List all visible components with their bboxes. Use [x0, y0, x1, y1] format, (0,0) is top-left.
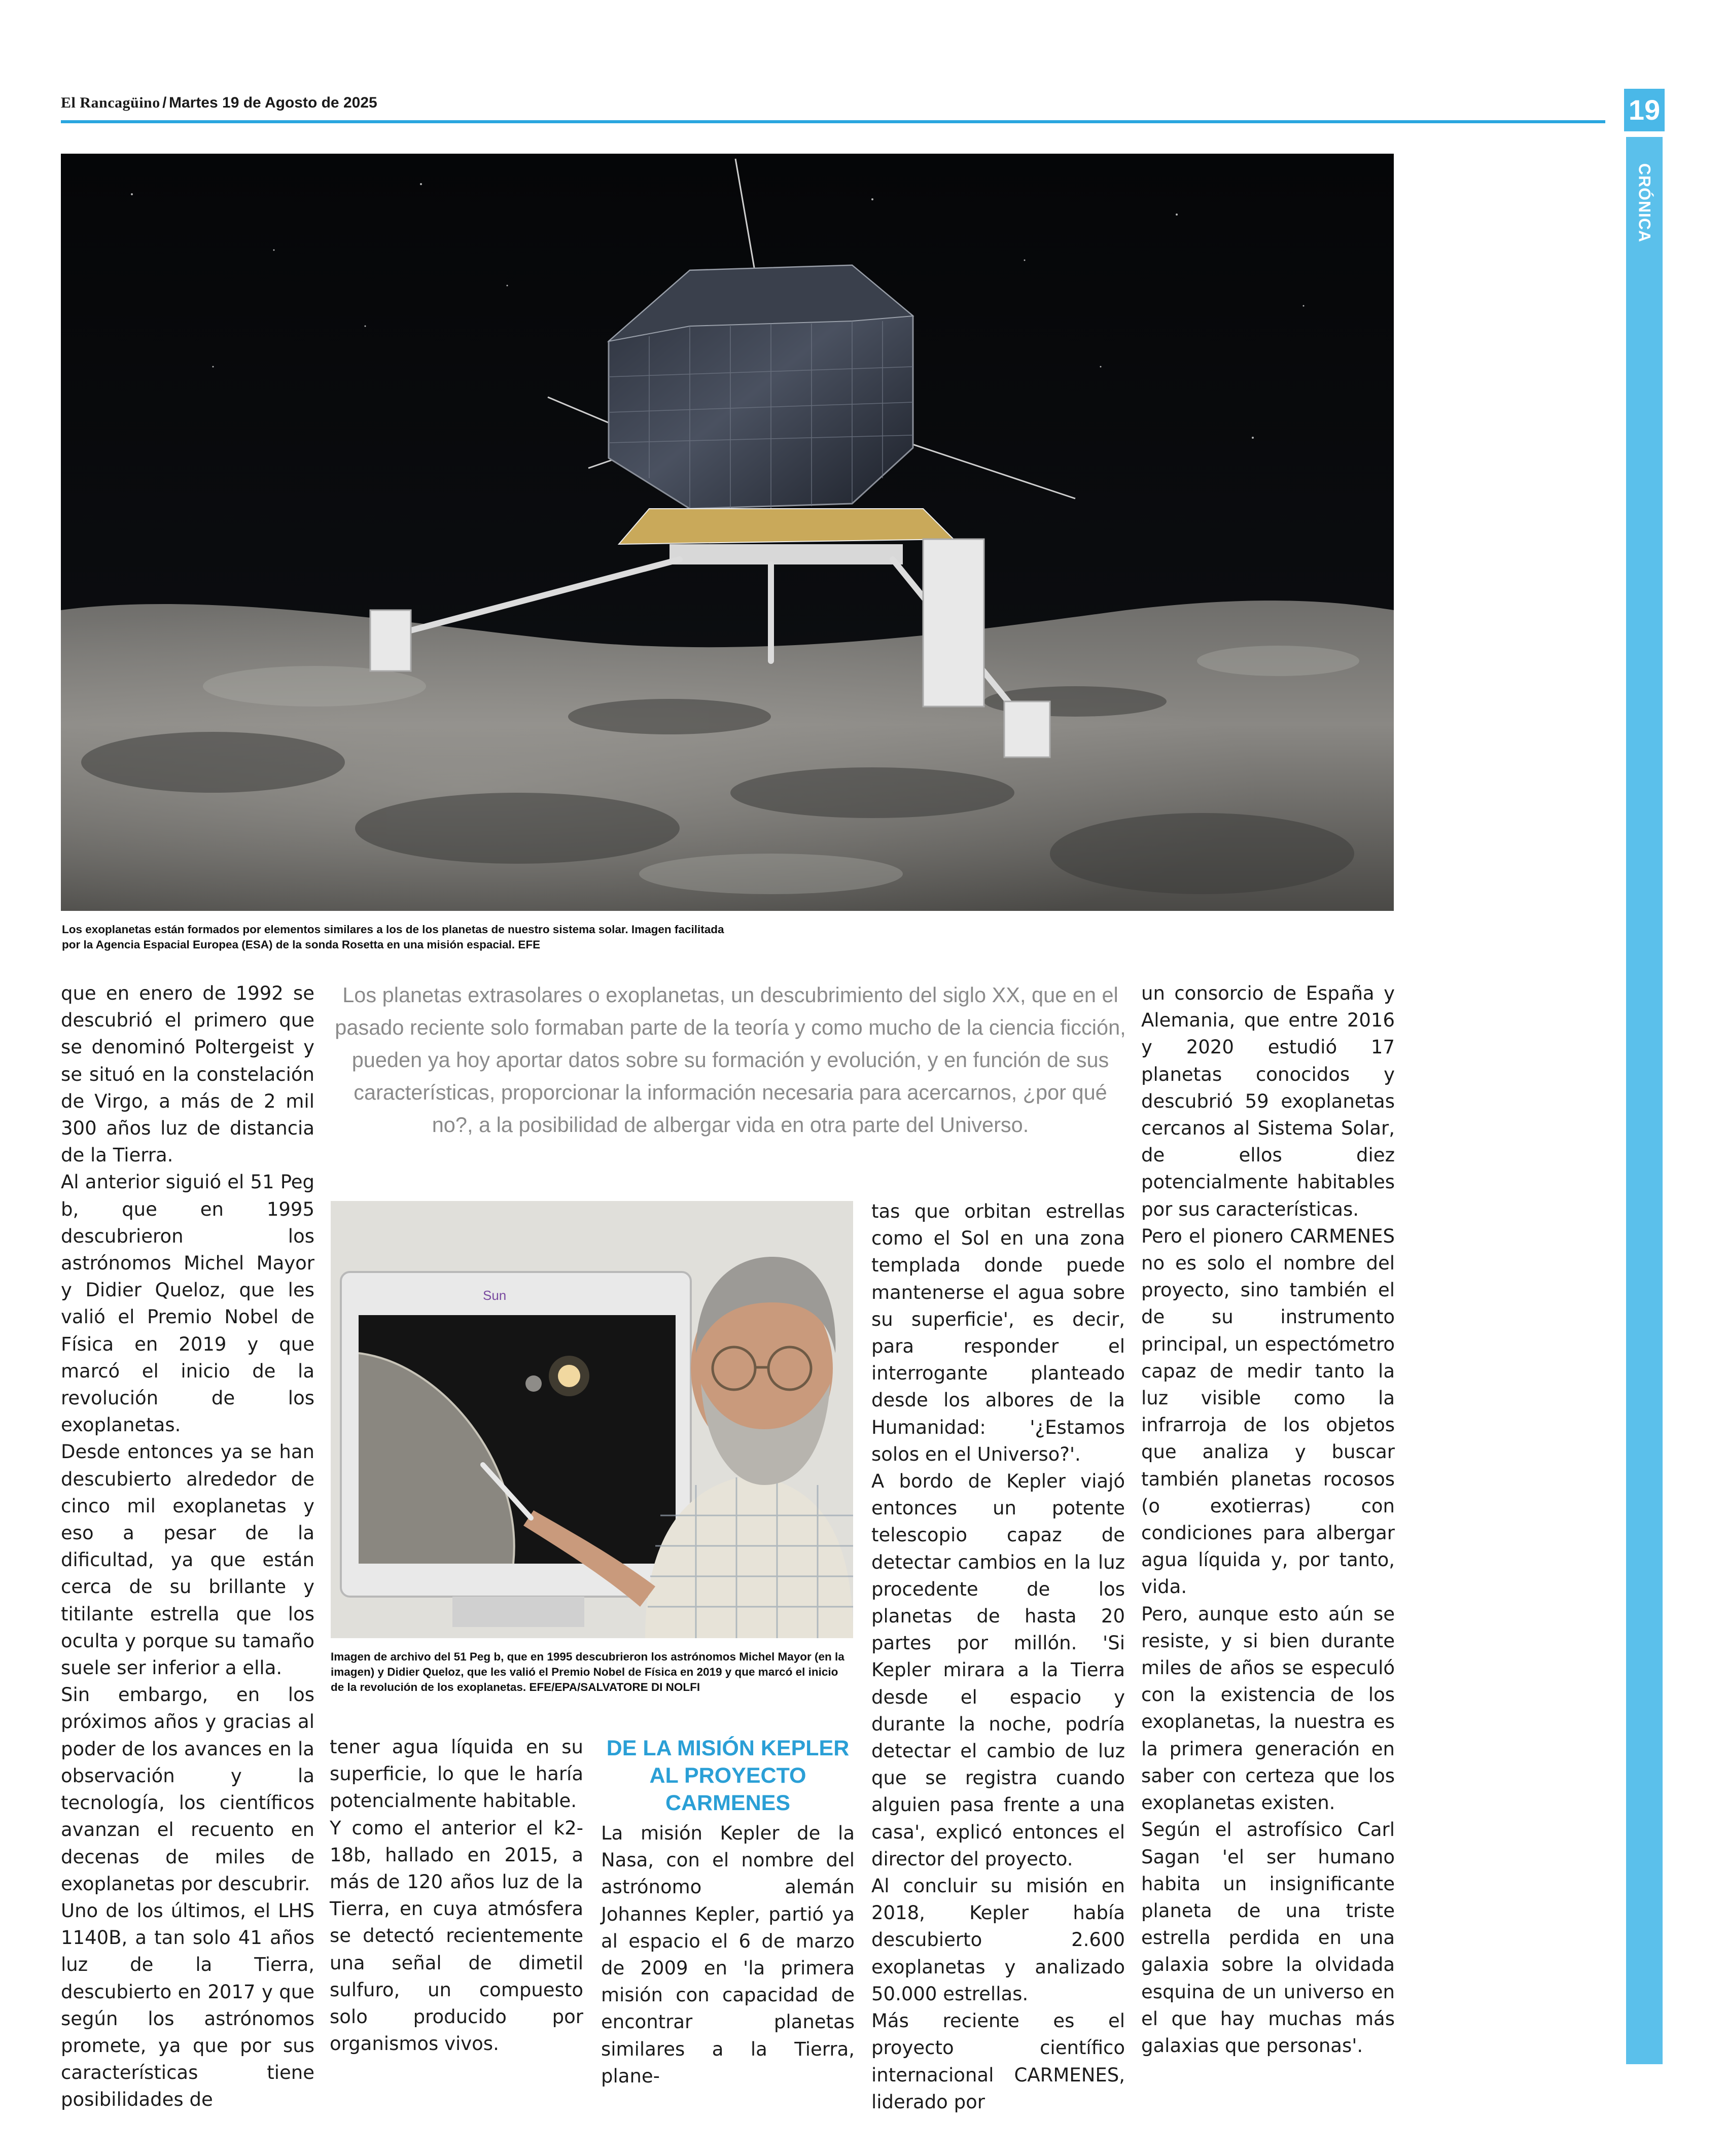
- article-column-2: [330, 1734, 583, 2057]
- article-column-4: [871, 1198, 1125, 2115]
- astronomer-photo: [331, 1201, 853, 1638]
- main-caption-line1: Los exoplanetas están formados por elementos similares a los de los planetas de nuestro sistema solar. Imagen facilitada: [62, 923, 724, 936]
- paragraph: que en enero de 1992 se descubrió el primero que se denominó Poltergeist y se situó en la constelación de Virgo, a más de 2 mil 300 años luz de distancia de la Tierra.: [61, 982, 314, 1167]
- article-column-3: [601, 1820, 855, 2090]
- paragraph: un consorcio de España y Alemania, que entre 2016 y 2020 estudió 17 planetas conocidos y descubrió 59 exoplanetas cercanos al Sistema Solar, de ellos diez potencialmente habitables por sus características.: [1141, 982, 1395, 1220]
- lander-body: [609, 265, 954, 564]
- computer-monitor: [341, 1272, 691, 1627]
- section-label: [1626, 152, 1663, 254]
- section-strip: [1626, 137, 1663, 2064]
- astronomer-photo-caption: Imagen de archivo del 51 Peg b, que en 1995 descubrieron los astrónomos Michel Mayor (en la imagen) y Didier Queloz, que les valió el Premio Nobel de Física en 2019 y que marcó el inicio de la revolución de los exoplanetas. EFE/EPA/SALVATORE DI NOLFI: [331, 1650, 844, 1693]
- paragraph: A bordo de Kepler viajó entonces un potente telescopio capaz de detectar cambios en la luz procedente de los planetas de hasta 20 partes por millón. 'Si Kepler mirara a la Tierra desde el espacio y durante la noche, podría detectar el cambio de luz que se registra cuando alguien pasa frente a una casa', explicó entonces el director del proyecto.: [871, 1470, 1125, 1870]
- paragraph: Uno de los últimos, el LHS 1140B, a tan solo 41 años luz de la Tierra, descubierto en 2017 y que según los astrónomos promete, ya que por sus características tiene posibilidades de: [61, 1899, 314, 2111]
- header-separator: /: [162, 94, 167, 111]
- paragraph: tas que orbitan estrellas como el Sol en una zona templada donde puede mantenerse el agua sobre su superficie', es decir, para responder el interrogante planteado desde los albores de la Humanidad: '¿Estamos solos en el Universo?'.: [871, 1200, 1125, 1465]
- paragraph: Más reciente es el proyecto científico internacional CARMENES, liderado por: [871, 2010, 1125, 2113]
- issue-date: Martes 19 de Agosto de 2025: [168, 94, 377, 111]
- publication-name: El Rancagüino: [61, 94, 160, 111]
- page-number: 19: [1624, 89, 1665, 131]
- paragraph: La misión Kepler de la Nasa, con el nombre del astrónomo alemán Johannes Kepler, partió ya al espacio el 6 de marzo de 2009 en 'la primera misión con capacidad de encontrar planetas similares a la Tierra, plane-: [601, 1822, 855, 2087]
- section-subhead: DE LA MISIÓN KEPLER AL PROYECTO CARMENES: [606, 1736, 850, 1815]
- main-photo-comet-lander: [61, 154, 1394, 911]
- main-photo-caption: [62, 922, 924, 952]
- section-name: CRÓNICA: [1635, 163, 1654, 243]
- paragraph: Pero el pionero CARMENES no es solo el nombre del proyecto, sino también el de su instrumento principal, un espectómetro capaz de medir tanto la luz visible como la infrarroja de los objetos que analiza y buscar también planetas rocosos (o exotierras) con condiciones para albergar agua líquida y, por tanto, vida.: [1141, 1225, 1395, 1598]
- paragraph: Al anterior siguió el 51 Peg b, que en 1995 descubrieron los astrónomos Michel Mayor y Didier Queloz, que les valió el Premio Nobel de Física en 2019 y que marcó el inicio de la revolución de los exoplanetas.: [61, 1171, 314, 1436]
- main-caption-line2: por la Agencia Espacial Europea (ESA) de la sonda Rosetta en una misión espacial. EFE: [62, 938, 541, 951]
- article-column-1: [61, 980, 314, 2113]
- monitor-brand: Sun: [483, 1288, 507, 1303]
- paragraph: Según el astrofísico Carl Sagan 'el ser humano habita un insignificante planeta de una triste estrella perdida en una galaxia sobre la olvidada esquina de un universo en el que hay muchas más galaxias que personas'.: [1141, 1819, 1395, 2057]
- paragraph: tener agua líquida en su superficie, lo que le haría potencialmente habitable.: [330, 1736, 583, 1812]
- paragraph: Desde entonces ya se han descubierto alrededor de cinco mil exoplanetas y eso a pesar de la dificultad, ya que están cerca de su brillante y titilante estrella que los oculta y porque su tamaño suele ser inferior a ella.: [61, 1441, 314, 1679]
- paragraph: Y como el anterior el k2-18b, hallado en 2015, a más de 120 años luz de la Tierra, en cuya atmósfera se detectó recientemente una señal de dimetil sulfuro, un compuesto solo producido por organismos vivos.: [330, 1817, 583, 2055]
- paragraph: Pero, aunque esto aún se resiste, y si bien durante miles de años se especuló con la existencia de los exoplanetas, la nuestra es la primera generación en saber con certeza que los exoplanetas existen.: [1141, 1603, 1395, 1814]
- header-rule: [61, 120, 1605, 123]
- paragraph: Al concluir su misión en 2018, Kepler había descubierto 2.600 exoplanetas y analizado 50.000 estrellas.: [871, 1875, 1125, 2005]
- paragraph: Sin embargo, en los próximos años y gracias al poder de los avances en la observación y la tecnología, los científicos avanzan el recuento en decenas de miles de exoplanetas por descubrir.: [61, 1684, 314, 1895]
- article-column-5: [1141, 980, 1395, 2059]
- pull-quote: Los planetas extrasolares o exoplanetas, un descubrimiento del siglo XX, que en el pasado reciente solo formaban parte de la teoría y como mucho de la ciencia ficción, pueden ya hoy aportar datos sobre su formación y evolución, y en función de sus características, proporcionar la información necesaria para acercarnos, ¿por qué no?, a la posibilidad de albergar vida en otra parte del Universo.: [335, 983, 1126, 1137]
